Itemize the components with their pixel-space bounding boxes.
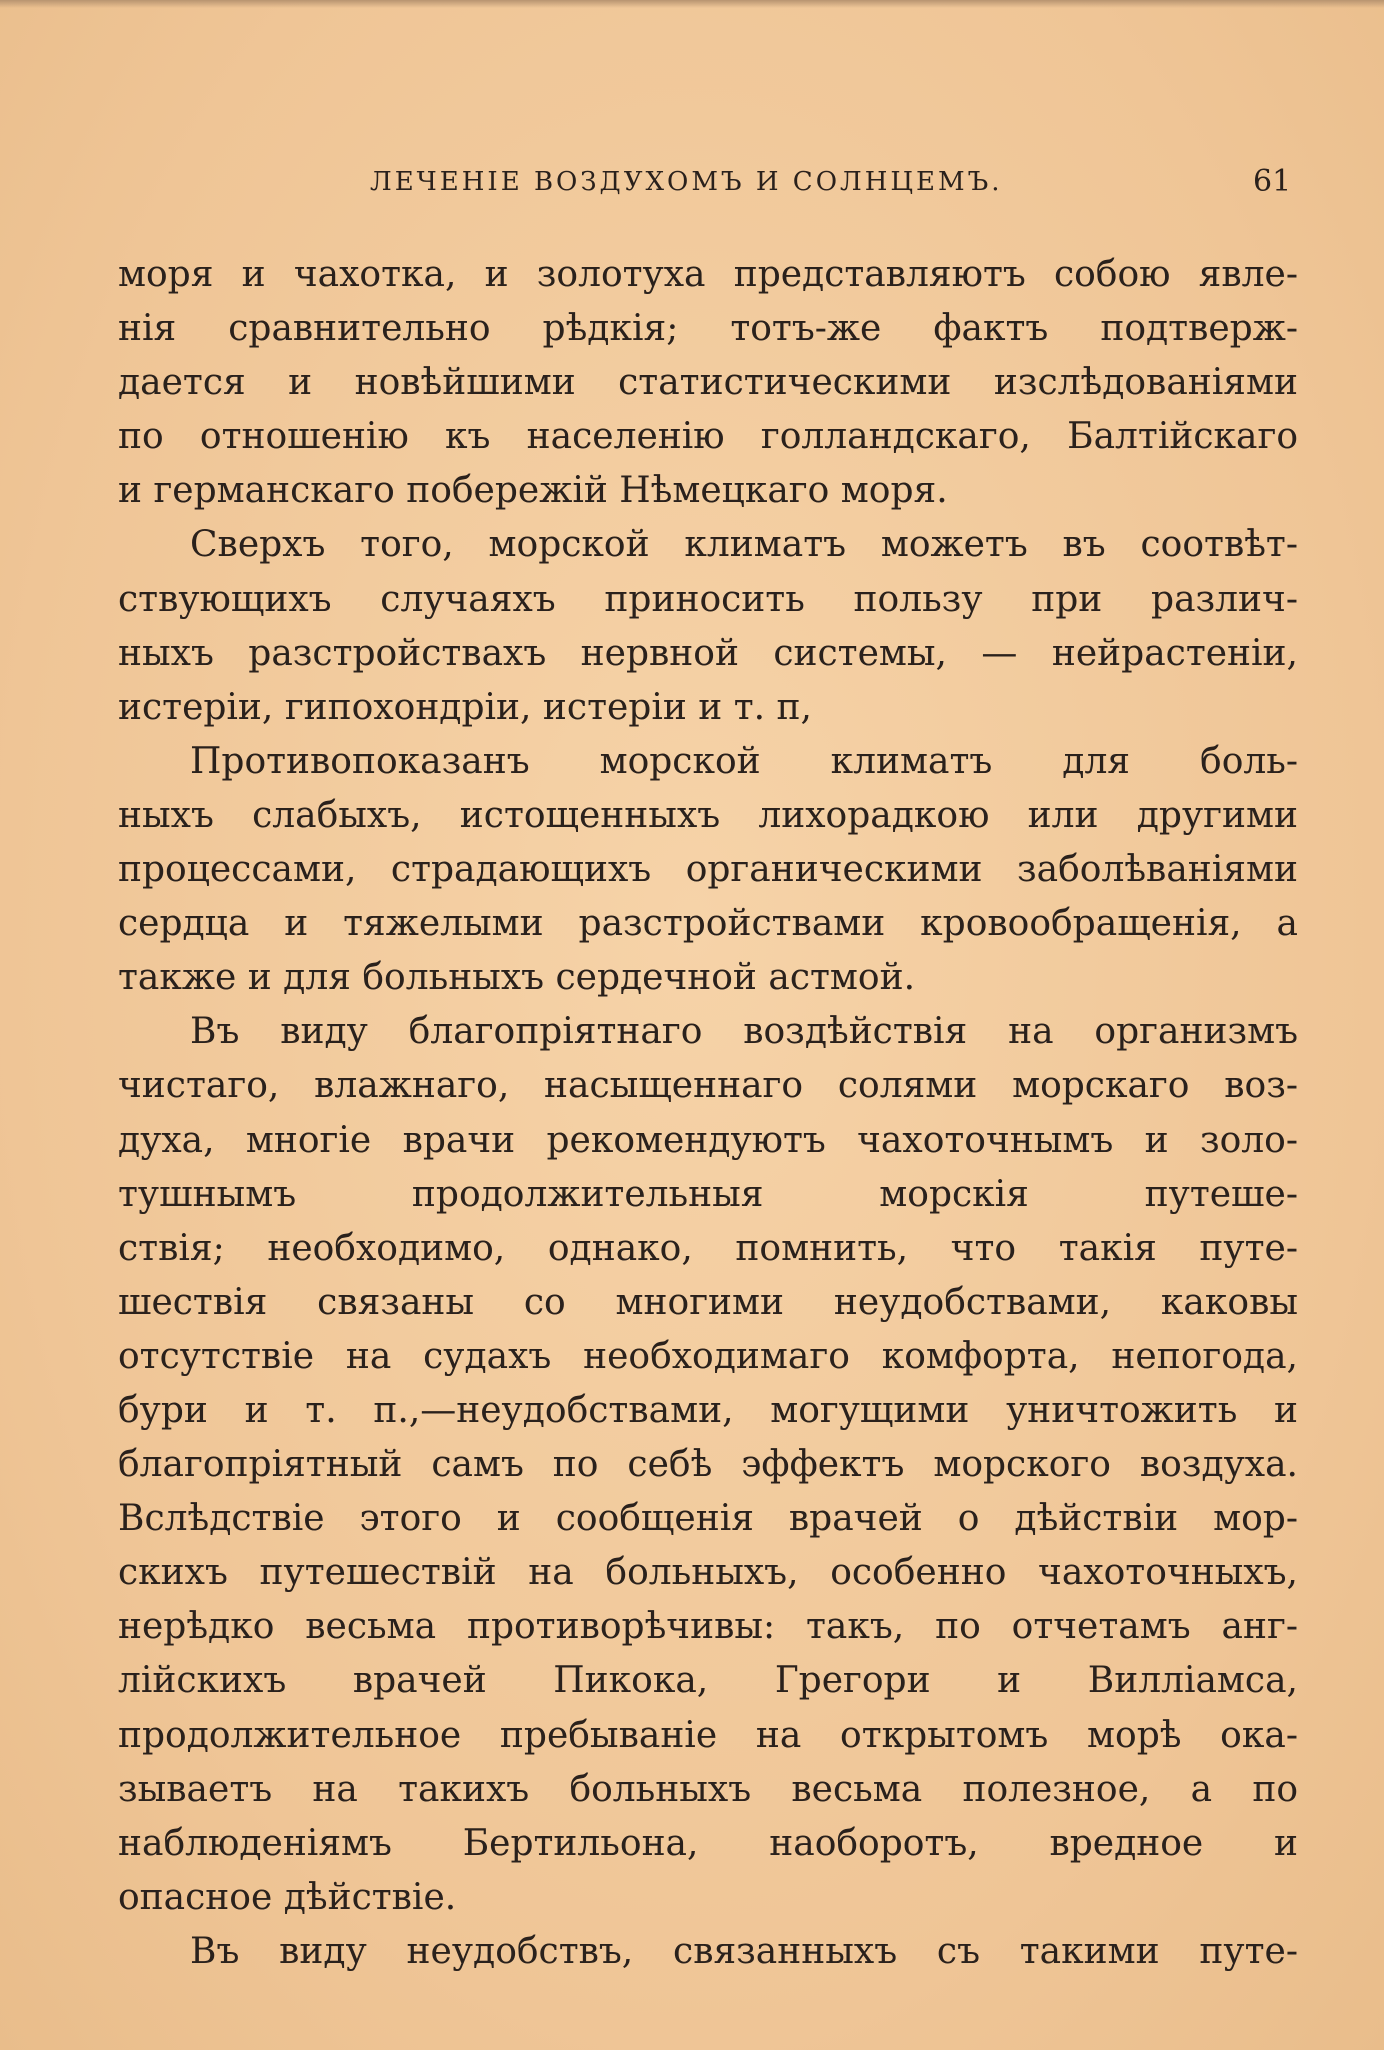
page-edge (0, 0, 1384, 8)
text-line: Сверхъ того, морской климатъ можетъ въ соотвѣт- (190, 524, 1298, 566)
text-line: ствующихъ случаяхъ приносить пользу при различ- (118, 578, 1298, 620)
text-line: также и для больныхъ сердечной астмой. (118, 957, 916, 999)
text-line: ствія; необходимо, однако, помнить, что такія путе- (118, 1227, 1298, 1269)
text-line: нерѣдко весьма противорѣчивы: такъ, по отчетамъ анг- (118, 1606, 1298, 1648)
text-line: скихъ путешествій на больныхъ, особенно чахоточныхъ, (118, 1552, 1298, 1594)
text-line: сердца и тяжелыми разстройствами кровообращенія, а (118, 903, 1298, 945)
text-line: ныхъ разстройствахъ нервной системы, — нейрастеніи, (118, 632, 1298, 674)
page-number: 61 (1253, 164, 1292, 199)
text-line: тушнымъ продолжительныя морскія путеше- (118, 1173, 1298, 1215)
text-line: Въ виду неудобствъ, связанныхъ съ такими путе- (190, 1930, 1298, 1972)
text-line: лійскихъ врачей Пикока, Грегори и Вилліамса, (118, 1660, 1298, 1702)
text-line: чистаго, влажнаго, насыщеннаго солями морскаго воз- (118, 1065, 1298, 1107)
text-line: наблюденіямъ Бертильона, наоборотъ, вредное и (118, 1822, 1298, 1864)
text-line: Противопоказанъ морской климатъ для боль- (190, 740, 1298, 782)
running-title: ЛЕЧЕНІЕ ВОЗДУХОМЪ И СОЛНЦЕМЪ. (370, 167, 1003, 197)
text-line: бури и т. п.,—неудобствами, могущими уничтожить и (118, 1389, 1298, 1431)
text-line: процессами, страдающихъ органическими заболѣваніями (118, 849, 1298, 891)
text-line: зываетъ на такихъ больныхъ весьма полезное, а по (118, 1768, 1298, 1810)
text-line: Вслѣдствіе этого и сообщенія врачей о дѣйствіи мор- (118, 1498, 1298, 1540)
text-line: истеріи, гипохондріи, истеріи и т. п, (118, 686, 812, 728)
text-line: духа, многіе врачи рекомендуютъ чахоточнымъ и золо- (118, 1119, 1298, 1161)
text-line: благопріятный самъ по себѣ эффектъ морского воздуха. (118, 1444, 1298, 1486)
text-line: по отношенію къ населенію голландскаго, Балтійскаго (118, 416, 1298, 458)
text-line: продолжительное пребываніе на открытомъ морѣ ока- (118, 1714, 1298, 1756)
text-line: нія сравнительно рѣдкія; тотъ-же фактъ подтверж- (118, 308, 1298, 350)
running-header (0, 160, 1384, 204)
text-line: дается и новѣйшими статистическими изслѣдованіями (118, 362, 1298, 404)
text-line: моря и чахотка, и золотуха представляютъ собою явле- (118, 254, 1298, 295)
text-line: отсутствіе на судахъ необходимаго комфорта, непогода, (118, 1335, 1298, 1377)
text-line: опасное дѣйствіе. (118, 1876, 457, 1918)
text-line: шествія связаны со многими неудобствами, каковы (118, 1281, 1298, 1323)
text-line: и германскаго побережій Нѣмецкаго моря. (118, 470, 948, 512)
body-text (118, 248, 1298, 1979)
text-line: Въ виду благопріятнаго воздѣйствія на организмъ (190, 1011, 1298, 1053)
text-line: ныхъ слабыхъ, истощенныхъ лихорадкою или другими (118, 794, 1298, 836)
